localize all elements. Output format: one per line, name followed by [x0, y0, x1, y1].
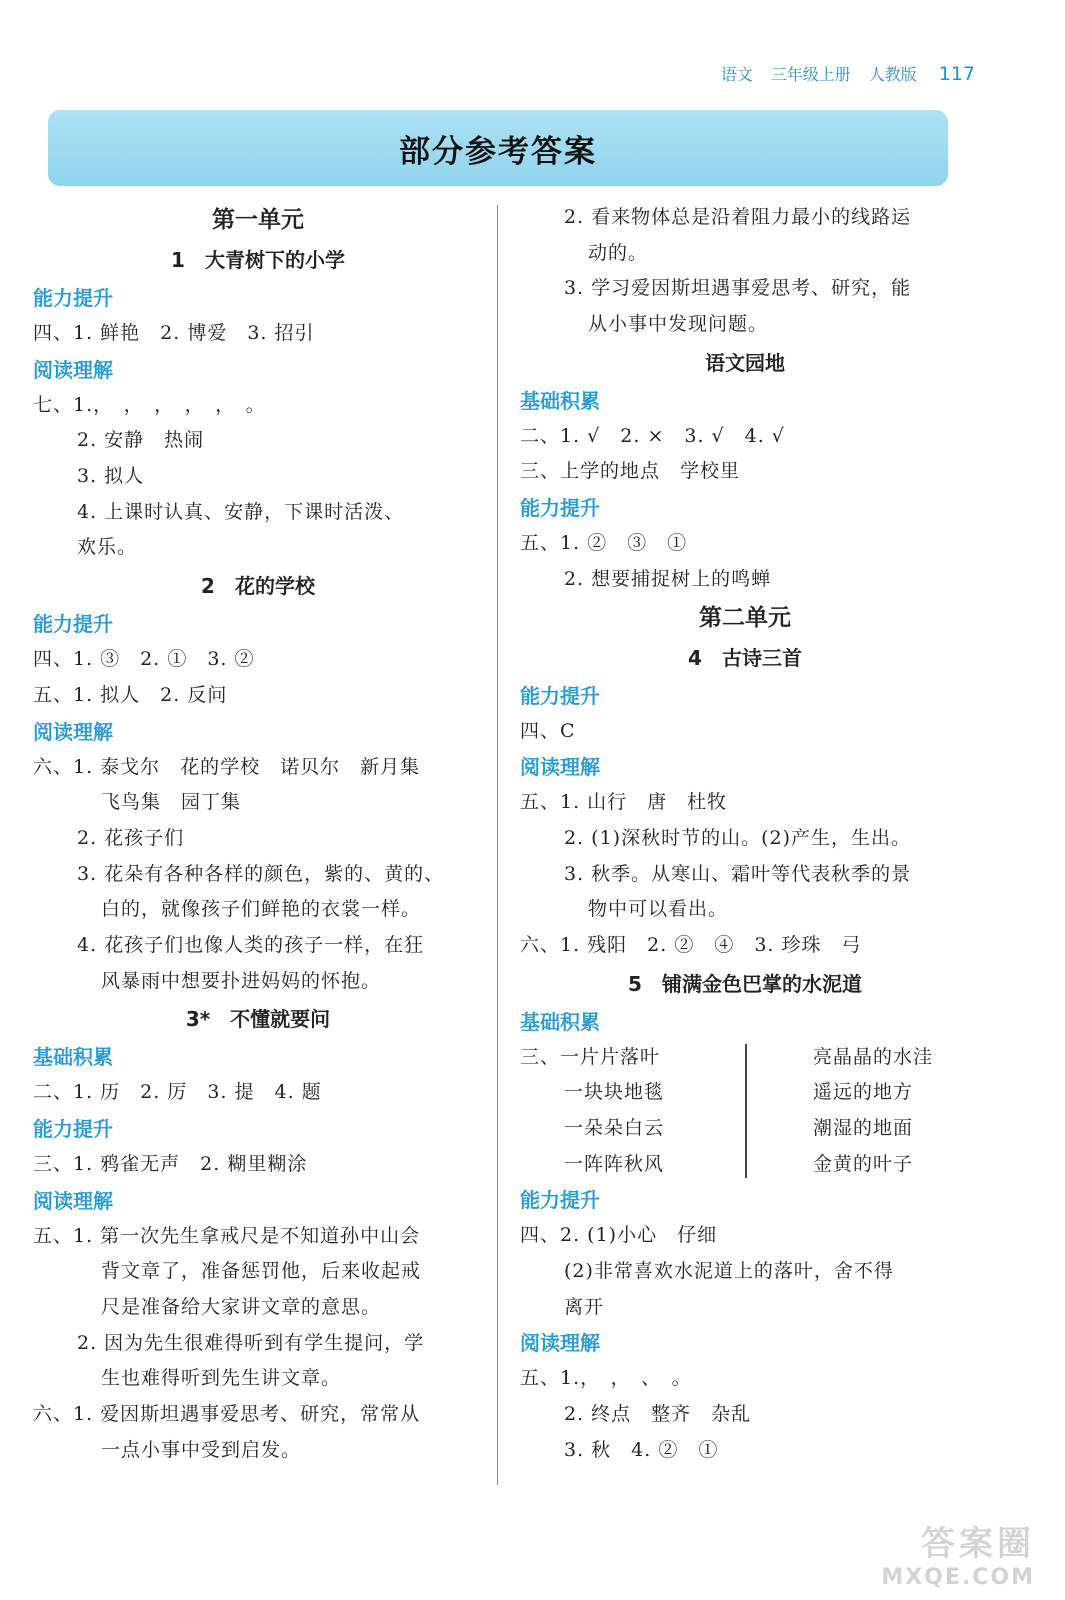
- answer-line: 飞鸟集 园丁集: [101, 791, 242, 814]
- answer-line: 尺是准备给大家讲文章的意思。: [101, 1296, 382, 1319]
- answer-line: 欢乐。: [77, 536, 138, 559]
- answer-line: 物中可以看出。: [588, 898, 729, 921]
- section-label: 阅读理解: [33, 357, 113, 382]
- answer-line: 三、上学的地点 学校里: [520, 460, 741, 483]
- watermark-logo-text: 答案圈: [921, 1524, 1035, 1564]
- section-label: 基础积累: [33, 1045, 113, 1070]
- section-label: 基础积累: [520, 1009, 600, 1034]
- answer-line: 二、1. √ 2. × 3. √ 4. √: [520, 424, 785, 447]
- answer-line: 六、1. 爱因斯坦遇事爱思考、研究，常常从: [33, 1403, 421, 1426]
- answer-line: 七、1.， ， ， ， ， 。: [33, 393, 266, 416]
- answer-line: 动的。: [588, 241, 649, 264]
- answer-line: 4. 花孩子们也像人类的孩子一样，在狂: [77, 933, 425, 956]
- match-right: 潮湿的地面: [813, 1117, 914, 1139]
- lesson-title: 1 大青树下的小学: [171, 248, 345, 272]
- answer-line: 2. 终点 整齐 杂乱: [564, 1403, 752, 1426]
- matching-divider: [745, 1044, 747, 1178]
- header-subject: 语文: [720, 65, 753, 84]
- answer-line: 五、1. ② ③ ①: [520, 532, 688, 555]
- answer-line: 六、1. 泰戈尔 花的学校 诺贝尔 新月集: [33, 755, 421, 778]
- answer-line: 2. 花孩子们: [77, 826, 185, 849]
- answer-line: 生也难得听到先生讲文章。: [101, 1367, 342, 1390]
- answer-line: 四、C: [520, 719, 576, 742]
- page-header: [721, 62, 975, 85]
- answer-line: 3. 学习爱因斯坦遇事爱思考、研究，能: [564, 277, 912, 300]
- match-left: 三、一片片落叶: [520, 1045, 661, 1068]
- section-label: 阅读理解: [520, 1331, 600, 1356]
- answer-line: 3. 花朵有各种各样的颜色，紫的、黄的、: [77, 862, 445, 885]
- section-label: 能力提升: [520, 1188, 600, 1213]
- answer-line: 五、1. 拟人 2. 反问: [33, 683, 228, 706]
- section-label: 能力提升: [520, 683, 600, 708]
- right-column: [520, 200, 970, 1469]
- answer-line: 3. 秋季。从寒山、霜叶等代表秋季的景: [564, 862, 912, 885]
- section-label: 能力提升: [520, 496, 600, 521]
- answer-line: 2. (1)深秋时节的山。(2)产生，生出。: [564, 826, 911, 849]
- watermark-url: MXQE.COM: [881, 1565, 1035, 1590]
- answer-line: 一点小事中受到启发。: [101, 1438, 302, 1461]
- left-column: [33, 200, 483, 1469]
- answer-line: 3. 拟人: [77, 465, 145, 488]
- section-label: 能力提升: [33, 612, 113, 637]
- lesson-title: 2 花的学校: [201, 574, 315, 599]
- answer-line: 四、2. (1)小心 仔细: [520, 1224, 718, 1247]
- answer-line: (2)非常喜欢水泥道上的落叶，舍不得: [564, 1260, 894, 1283]
- answer-line: 五、1. 山行 唐 杜牧: [520, 791, 728, 814]
- lesson-title: 4 古诗三首: [688, 645, 802, 670]
- answer-line: 2. 想要捕捉树上的鸣蝉: [564, 567, 772, 590]
- unit-heading: 第一单元: [212, 207, 304, 233]
- answer-line: 六、1. 残阳 2. ② ④ 3. 珍珠 弓: [520, 933, 862, 956]
- watermark: [881, 1516, 1035, 1590]
- match-right: 遥远的地方: [813, 1081, 914, 1104]
- lesson-title: 5 铺满金色巴掌的水泥道: [628, 971, 862, 996]
- match-left: 一朵朵白云: [564, 1117, 665, 1139]
- section-label: 阅读理解: [520, 755, 600, 780]
- answer-line: 从小事中发现问题。: [588, 313, 769, 336]
- header-grade: 三年级上册: [770, 65, 851, 84]
- section-label: 基础积累: [520, 388, 600, 413]
- match-right: 亮晶晶的水洼: [813, 1045, 934, 1068]
- answer-line: 2. 因为先生很难得听到有学生提问，学: [77, 1331, 425, 1354]
- page-title: 部分参考答案: [399, 133, 597, 170]
- answer-line: 4. 上课时认真、安静，下课时活泼、: [77, 500, 405, 523]
- title-banner: [48, 110, 948, 186]
- header-edition: 人教版: [868, 65, 917, 84]
- answer-line: 2. 安静 热闹: [77, 429, 205, 452]
- section-label: 能力提升: [33, 286, 113, 310]
- answer-line: 三、1. 鸦雀无声 2. 糊里糊涂: [33, 1153, 308, 1175]
- match-right: 金黄的叶子: [813, 1152, 914, 1175]
- section-label: 阅读理解: [33, 1188, 113, 1213]
- unit-heading: 第二单元: [699, 604, 791, 631]
- answer-line: 白的，就像孩子们鲜艳的衣裳一样。: [101, 898, 422, 921]
- match-left: 一阵阵秋风: [564, 1152, 665, 1175]
- answer-line: 3. 秋 4. ② ①: [564, 1438, 719, 1461]
- answer-line: 风暴雨中想要扑进妈妈的怀抱。: [101, 969, 382, 992]
- section-label: 能力提升: [33, 1117, 113, 1141]
- lesson-title: 3* 不懂就要问: [185, 1007, 331, 1032]
- section-label: 阅读理解: [33, 719, 113, 744]
- answer-line: 五、1.， ， 、 。: [520, 1367, 692, 1390]
- matching-table: [520, 1040, 970, 1183]
- answer-line: 2. 看来物体总是沿着阻力最小的线路运: [564, 206, 912, 228]
- lesson-title: 语文园地: [705, 350, 785, 375]
- answer-line: 四、1. 鲜艳 2. 博爱 3. 招引: [33, 322, 315, 344]
- answer-line: 离开: [564, 1295, 605, 1318]
- answer-line: 背文章了，准备惩罚他，后来收起戒: [101, 1260, 422, 1283]
- answer-line: 二、1. 历 2. 厉 3. 提 4. 题: [33, 1081, 322, 1104]
- page-number: 117: [938, 63, 975, 85]
- column-divider: [497, 205, 498, 1485]
- answer-line: 四、1. ③ 2. ① 3. ②: [33, 648, 255, 671]
- match-left: 一块块地毯: [564, 1081, 665, 1104]
- answer-line: 五、1. 第一次先生拿戒尺是不知道孙中山会: [33, 1224, 421, 1247]
